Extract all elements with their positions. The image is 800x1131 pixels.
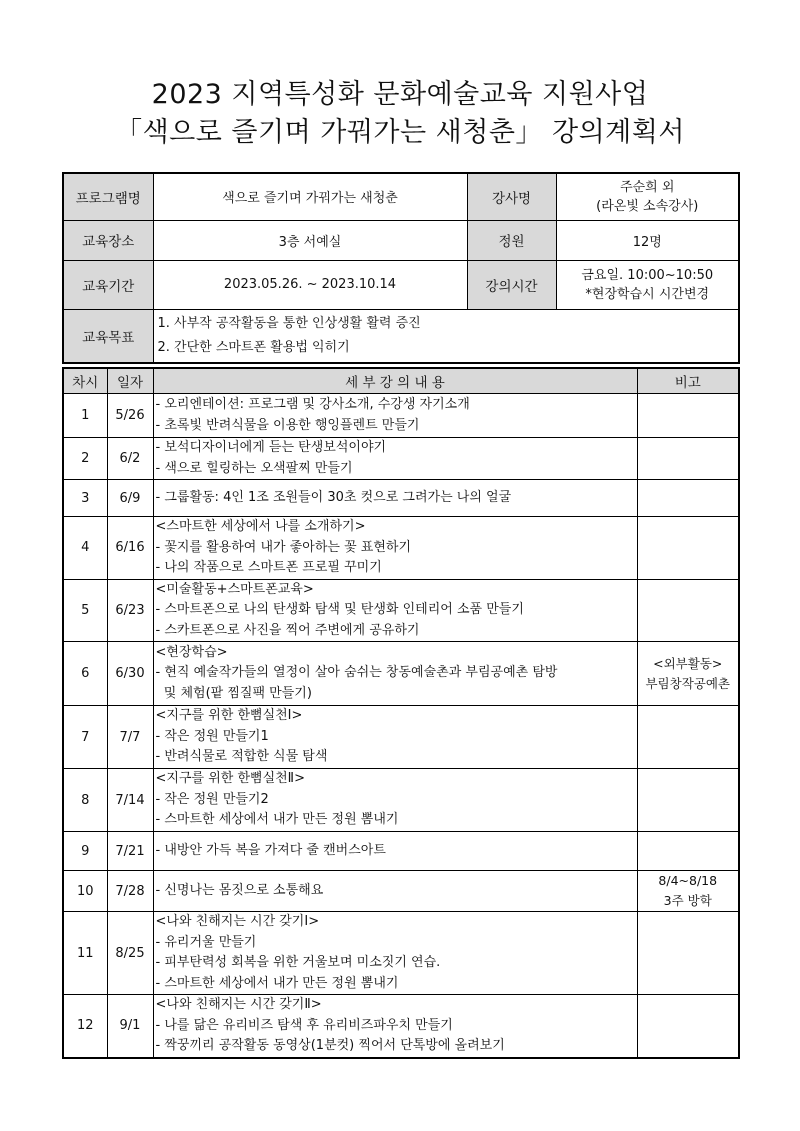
content-line: <나와 친해지는 시간 갖기Ⅰ> [155, 914, 320, 929]
session-date: 7/14 [107, 769, 153, 832]
session-number: 6 [63, 642, 107, 706]
time-schedule: 금요일. 10:00~10:50 [581, 267, 714, 283]
program-value: 색으로 즐기며 가꿔가는 새청춘 [153, 173, 467, 220]
content-line: - 내방안 가득 복을 가져다 줄 캔버스아트 [155, 842, 386, 858]
session-date: 9/1 [107, 995, 153, 1058]
content-line: - 색으로 힐링하는 오색팔찌 만들기 [155, 460, 353, 476]
content-line: - 신명나는 몸짓으로 소통해요 [155, 882, 324, 898]
plan-row [63, 769, 739, 832]
program-label: 프로그램명 [63, 173, 153, 220]
session-number: 2 [63, 438, 107, 480]
session-number: 3 [63, 480, 107, 517]
content-line: - 초록빛 반려식물을 이용한 행잉플렌트 만들기 [155, 417, 420, 433]
session-content [153, 706, 637, 769]
content-line: - 그룹활동: 4인 1조 조원들이 30초 컷으로 그려가는 나의 얼굴 [155, 489, 512, 505]
capacity-value: 12명 [556, 220, 739, 260]
content-line: - 작은 정원 만들기1 [155, 728, 269, 744]
session-date: 5/26 [107, 394, 153, 438]
session-content [153, 995, 637, 1058]
content-line: - 피부탄력성 회복을 위한 거울보며 미소짓기 연습. [155, 955, 441, 970]
goal-label: 교육목표 [63, 309, 153, 363]
content-line: - 유리거울 만들기 [155, 934, 257, 950]
plan-row [63, 438, 739, 480]
content-line: <미술활동+스마트폰교육> [155, 581, 314, 597]
plan-row [63, 394, 739, 438]
content-line: - 오리엔테이션: 프로그램 및 강사소개, 수강생 자기소개 [155, 397, 470, 412]
session-number: 8 [63, 769, 107, 832]
goal-value [153, 309, 739, 363]
header-date: 일자 [107, 368, 153, 394]
note-line: 8/4~8/18 [658, 873, 718, 888]
instructor-label: 강사명 [467, 173, 556, 220]
place-value: 3층 서예실 [153, 220, 467, 260]
session-date: 7/28 [107, 871, 153, 912]
plan-row [63, 480, 739, 517]
session-number: 12 [63, 995, 107, 1058]
session-content [153, 394, 637, 438]
lesson-plan-table [62, 367, 740, 1059]
session-content [153, 832, 637, 871]
note-line: 부림창작공예촌 [645, 675, 731, 691]
plan-row [63, 706, 739, 769]
session-note [637, 579, 739, 642]
session-content [153, 871, 637, 912]
session-date: 6/2 [107, 438, 153, 480]
session-note [637, 912, 739, 995]
content-line: - 스마트폰으로 나의 탄생화 탐색 및 탄생화 인테리어 소품 만들기 [155, 602, 524, 617]
session-content [153, 517, 637, 580]
session-number: 1 [63, 394, 107, 438]
plan-row [63, 579, 739, 642]
goal-item: 1. 사부작 공작활동을 통한 인상생활 활력 증진 [157, 315, 421, 331]
instructor-value [556, 173, 739, 220]
session-note [637, 517, 739, 580]
content-line: - 반려식물로 적합한 식물 탐색 [155, 749, 328, 765]
session-note [637, 394, 739, 438]
content-line: - 나의 작품으로 스마트폰 프로필 꾸미기 [155, 560, 382, 575]
session-date: 7/21 [107, 832, 153, 871]
content-line: - 보석디자이너에게 듣는 탄생보석이야기 [155, 440, 387, 455]
content-line: <지구를 위한 한뼘실천Ⅱ> [155, 771, 305, 787]
session-content [153, 480, 637, 517]
session-note [637, 706, 739, 769]
plan-row [63, 995, 739, 1058]
content-line: - 짝꿍끼리 공작활동 동영상(1분컷) 찍어서 단톡방에 올려보기 [155, 1038, 505, 1053]
instructor-name: 주순희 외 [620, 179, 675, 195]
time-value [556, 260, 739, 309]
place-label: 교육장소 [63, 220, 153, 260]
plan-header-row [63, 368, 739, 394]
session-number: 5 [63, 579, 107, 642]
document-title-line2: 「색으로 즐기며 가꿔가는 새청춘」 강의계획서 [115, 117, 685, 148]
session-note [637, 769, 739, 832]
note-line: 3주 방학 [663, 893, 712, 908]
plan-row [63, 832, 739, 871]
content-line: <지구를 위한 한뼘실천Ⅰ> [155, 708, 303, 724]
content-line: - 스카트폰으로 사진을 찍어 주변에게 공유하기 [155, 622, 420, 638]
plan-row [63, 517, 739, 580]
content-line: <스마트한 세상에서 나를 소개하기> [155, 519, 366, 534]
session-date: 6/23 [107, 579, 153, 642]
period-value: 2023.05.26. ~ 2023.10.14 [153, 260, 467, 309]
content-line: 및 체험(팥 찜질팩 만들기) [155, 685, 312, 701]
session-number: 9 [63, 832, 107, 871]
capacity-label: 정원 [467, 220, 556, 260]
session-content [153, 769, 637, 832]
note-line: <외부활동> [653, 655, 723, 671]
instructor-affiliation: (라온빛 소속강사) [596, 198, 699, 214]
header-session: 차시 [63, 368, 107, 394]
session-date: 7/7 [107, 706, 153, 769]
content-line: <현장학습> [155, 644, 228, 660]
session-content [153, 642, 637, 706]
content-line: - 꽃지를 활용하여 내가 좋아하는 꽃 표현하기 [155, 539, 412, 555]
period-label: 교육기간 [63, 260, 153, 309]
session-date: 8/25 [107, 912, 153, 995]
session-date: 6/16 [107, 517, 153, 580]
session-number: 11 [63, 912, 107, 995]
session-note [637, 871, 739, 912]
session-note [637, 995, 739, 1058]
time-label: 강의시간 [467, 260, 556, 309]
session-date: 6/30 [107, 642, 153, 706]
session-content [153, 579, 637, 642]
time-note: *현장학습시 시간변경 [585, 286, 710, 302]
session-number: 7 [63, 706, 107, 769]
session-date: 6/9 [107, 480, 153, 517]
document-title-line1: 2023 지역특성화 문화예술교육 지원사업 [151, 79, 649, 110]
plan-row [63, 912, 739, 995]
content-line: - 스마트한 세상에서 내가 만든 정원 뽐내기 [155, 812, 399, 828]
plan-row [63, 642, 739, 706]
session-note [637, 642, 739, 706]
content-line: - 나를 닮은 유리비즈 탐색 후 유리비즈파우치 만들기 [155, 1017, 453, 1033]
session-note [637, 832, 739, 871]
plan-row [63, 871, 739, 912]
content-line: - 작은 정원 만들기2 [155, 791, 269, 807]
session-number: 10 [63, 871, 107, 912]
goal-item: 2. 간단한 스마트폰 활용법 익히기 [157, 339, 350, 355]
session-note [637, 480, 739, 517]
session-number: 4 [63, 517, 107, 580]
header-note: 비고 [637, 368, 739, 394]
info-table [62, 172, 740, 364]
content-line: - 스마트한 세상에서 내가 만든 정원 뽐내기 [155, 975, 399, 991]
content-line: - 현직 예술작가들의 열정이 살아 숨쉬는 창동예술촌과 부림공예촌 탐방 [155, 665, 558, 681]
content-line: <나와 친해지는 시간 갖기Ⅱ> [155, 997, 322, 1012]
header-content: 세 부 강 의 내 용 [153, 368, 637, 394]
session-content [153, 438, 637, 480]
session-content [153, 912, 637, 995]
session-note [637, 438, 739, 480]
